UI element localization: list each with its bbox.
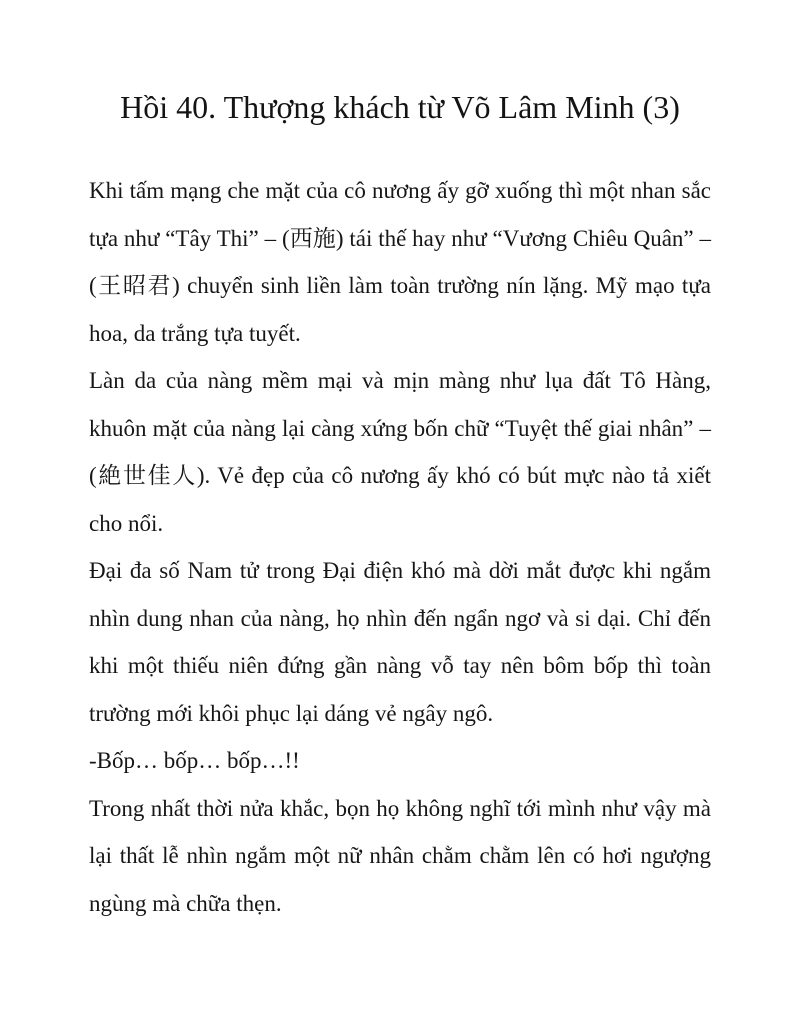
paragraph: Trong nhất thời nửa khắc, bọn họ không nghĩ tới mình như vậy mà lại thất lễ nhìn ngắm một nữ nhân chằm chằm lên có hơi ngượng ngùng mà chữa thẹn. bbox=[89, 795, 711, 916]
chapter-body bbox=[89, 167, 711, 927]
paragraph: Đại đa số Nam tử trong Đại điện khó mà dời mắt được khi ngắm nhìn dung nhan của nàng, họ nhìn đến ngẩn ngơ và si dại. Chỉ đến khi một thiếu niên đứng gần nàng vỗ tay nên bôm bốp thì toàn trường mới khôi phục lại dáng vẻ ngây ngô. bbox=[89, 558, 711, 726]
paragraph: Khi tấm mạng che mặt của cô nương ấy gỡ xuống thì một nhan sắc tựa như “Tây Thi” – (西施) tái thế hay như “Vương Chiêu Quân” – (王昭君) chuyển sinh liền làm toàn trường nín lặng. Mỹ mạo tựa hoa, da trắng tựa tuyết. bbox=[89, 178, 711, 346]
chapter-title: Hồi 40. Thượng khách từ Võ Lâm Minh (3) bbox=[120, 89, 680, 125]
paragraph: Làn da của nàng mềm mại và mịn màng như lụa đất Tô Hàng, khuôn mặt của nàng lại càng xứng bốn chữ “Tuyệt thế giai nhân” – (絶世佳人). Vẻ đẹp của cô nương ấy khó có bút mực nào tả xiết cho nổi. bbox=[89, 368, 711, 536]
paragraph: -Bốp… bốp… bốp…!! bbox=[89, 748, 300, 773]
